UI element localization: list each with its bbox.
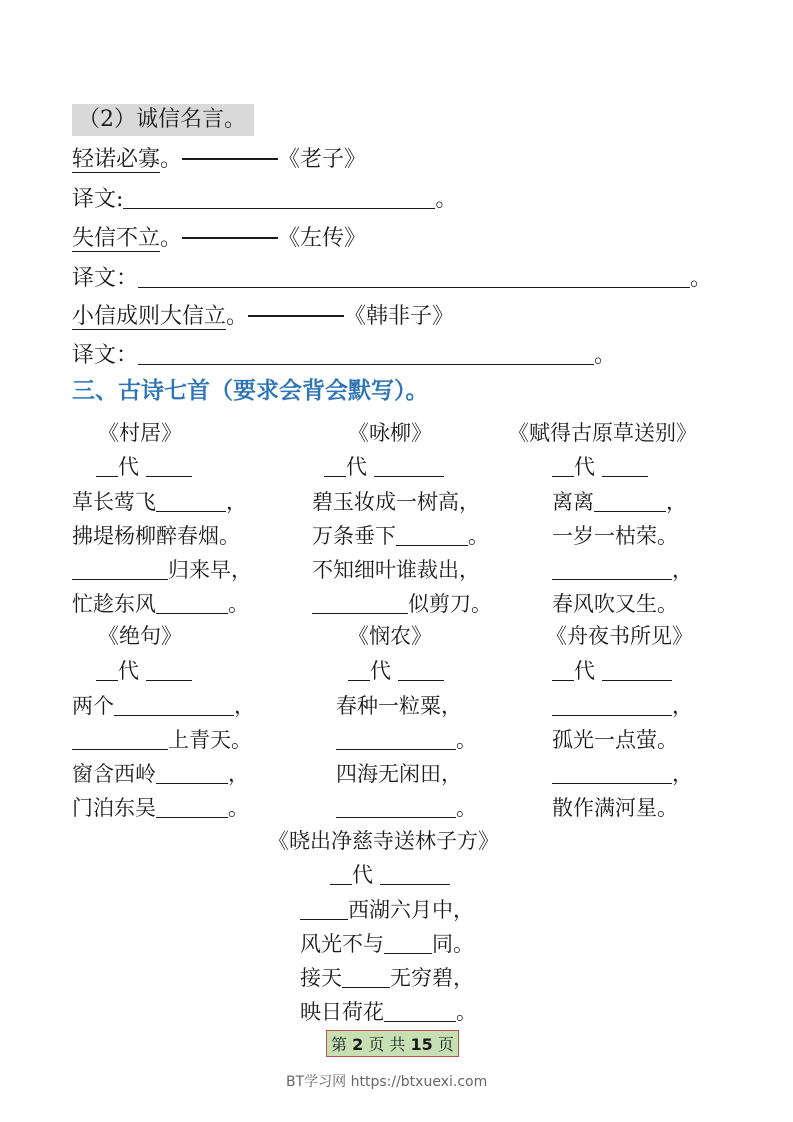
translation-2-label: 译文：	[72, 266, 139, 291]
poem-4-title: 《绝句》	[98, 624, 182, 648]
translation-1-label: 译文:	[72, 187, 124, 212]
poem-2-line-1: 碧玉妆成一树高，	[312, 490, 480, 514]
author-blank[interactable]	[146, 658, 192, 681]
poem-3-line-3: ，	[552, 557, 693, 583]
dynasty-blank[interactable]	[552, 658, 574, 681]
quote-1: 轻诺必寡。 《老子》	[72, 147, 367, 172]
line-blank[interactable]	[396, 523, 468, 546]
line-blank[interactable]	[594, 489, 666, 512]
poem-4-line-4: 门泊东吴 。	[72, 796, 249, 820]
line-blank[interactable]	[384, 931, 432, 954]
dynasty-label: 代	[346, 455, 367, 479]
dynasty-label: 代	[118, 455, 139, 479]
dynasty-blank[interactable]	[324, 454, 346, 477]
page-indicator: 第 2 页 共 15 页	[326, 1030, 459, 1057]
dynasty-label: 代	[574, 455, 595, 479]
poem-1-title: 《村居》	[98, 421, 182, 445]
dynasty-label: 代	[118, 659, 139, 683]
translation-1-blank[interactable]	[123, 186, 435, 209]
author-blank[interactable]	[398, 658, 444, 681]
line-blank[interactable]	[552, 557, 672, 580]
translation-3-blank[interactable]	[138, 342, 594, 365]
poem-2-line-3: 不知细叶谁裁出，	[312, 558, 480, 582]
author-blank[interactable]	[146, 454, 192, 477]
poem-4-line-3: 窗含西岭 ，	[72, 762, 249, 786]
poem-1-line-1: 草长莺飞 ，	[72, 490, 247, 514]
poem-5-line-3: 四海无闲田，	[336, 762, 462, 786]
dynasty-blank[interactable]	[96, 454, 118, 477]
translation-2-blank[interactable]	[138, 265, 690, 288]
author-blank[interactable]	[602, 658, 672, 681]
dynasty-label: 代	[370, 659, 391, 683]
quote-2-source: 《左传》	[278, 226, 367, 251]
poem-2-line-4: 似剪刀。	[312, 591, 492, 617]
poem-5-line-2: 。	[336, 727, 477, 753]
line-blank[interactable]	[342, 965, 390, 988]
line-blank[interactable]	[552, 693, 672, 716]
line-blank[interactable]	[336, 795, 456, 818]
translation-3: 译文： 。	[72, 343, 617, 368]
line-blank[interactable]	[156, 761, 228, 784]
poem-1-line-4: 忙趁东风 。	[72, 592, 249, 616]
quote-2-text: 失信不立	[72, 226, 161, 251]
quote-3-source: 《韩非子》	[344, 304, 455, 329]
line-blank[interactable]	[336, 727, 456, 750]
poem-6-line-3: ，	[552, 761, 693, 787]
poem-5-dynasty	[348, 658, 444, 684]
author-blank[interactable]	[374, 454, 444, 477]
poem-7-line-2: 风光不与 同。	[300, 932, 474, 956]
quote-1-dash	[182, 146, 278, 160]
poem-1-line-2: 拂堤杨柳醉春烟。	[72, 524, 240, 548]
line-blank[interactable]	[384, 999, 456, 1022]
line-blank[interactable]	[300, 897, 348, 920]
poem-6-dynasty	[552, 658, 672, 684]
line-blank[interactable]	[114, 693, 234, 716]
poem-5-line-1: 春种一粒粟，	[336, 694, 462, 718]
dynasty-blank[interactable]	[348, 658, 370, 681]
quote-3-text: 小信成则大信立	[72, 304, 227, 329]
poem-2-title: 《咏柳》	[348, 421, 432, 445]
poem-6-line-2: 孤光一点萤。	[552, 728, 678, 752]
line-blank[interactable]	[312, 591, 408, 614]
quote-1-source: 《老子》	[278, 147, 367, 172]
poem-2-dynasty	[324, 454, 444, 480]
poem-5-title: 《悯农》	[348, 624, 432, 648]
poem-4-dynasty	[96, 658, 192, 684]
quote-1-text: 轻诺必寡	[72, 147, 161, 172]
subheading: （2）诚信名言。	[72, 104, 254, 136]
section-title: 三、古诗七首（要求会背会默写）。	[72, 377, 429, 404]
poem-4-line-1: 两个 ，	[72, 694, 255, 718]
dynasty-blank[interactable]	[96, 658, 118, 681]
author-blank[interactable]	[602, 454, 648, 477]
poem-6-line-1: ，	[552, 693, 693, 719]
current-page: 2	[352, 1035, 364, 1054]
line-blank[interactable]	[156, 489, 226, 512]
poem-3-line-1: 离离 ，	[552, 490, 687, 514]
total-pages: 15	[410, 1035, 433, 1054]
poem-5-line-4: 。	[336, 795, 477, 821]
quote-3-dash	[248, 303, 344, 317]
poem-6-line-4: 散作满河星。	[552, 796, 678, 820]
poem-7-title: 《晓出净慈寺送林子方》	[268, 829, 499, 853]
dynasty-blank[interactable]	[552, 454, 574, 477]
dynasty-label: 代	[574, 659, 595, 683]
translation-3-label: 译文：	[72, 343, 139, 368]
poem-2-line-2: 万条垂下 。	[312, 524, 489, 548]
poem-6-title: 《舟夜书所见》	[546, 624, 693, 648]
poem-3-line-2: 一岁一枯荣。	[552, 524, 678, 548]
line-blank[interactable]	[552, 761, 672, 784]
translation-2: 译文： 。	[72, 266, 713, 291]
line-blank[interactable]	[72, 727, 168, 750]
poem-4-line-2: 上青天。	[72, 727, 252, 753]
poem-3-title: 《赋得古原草送别》	[508, 421, 697, 445]
poem-3-dynasty	[552, 454, 648, 480]
poem-7-line-1: 西湖六月中，	[300, 897, 474, 923]
quote-2: 失信不立。 《左传》	[72, 226, 367, 251]
line-blank[interactable]	[72, 557, 168, 580]
dynasty-label: 代	[352, 863, 373, 887]
quote-3: 小信成则大信立。 《韩非子》	[72, 304, 455, 329]
author-blank[interactable]	[380, 862, 450, 885]
poem-3-line-4: 春风吹又生。	[552, 592, 678, 616]
poem-1-dynasty	[96, 454, 192, 480]
poem-1-line-3: 归来早，	[72, 557, 252, 583]
watermark: BT学习网 https://btxuexi.com	[286, 1074, 488, 1090]
poem-7-line-4: 映日荷花 。	[300, 1000, 477, 1024]
line-blank[interactable]	[156, 795, 228, 818]
line-blank[interactable]	[156, 591, 228, 614]
poem-7-line-3: 接天 无穷碧，	[300, 966, 474, 990]
quote-2-dash	[182, 225, 278, 239]
translation-1: 译文: 。	[72, 187, 458, 212]
poem-7-dynasty	[330, 862, 450, 888]
dynasty-blank[interactable]	[330, 862, 352, 885]
